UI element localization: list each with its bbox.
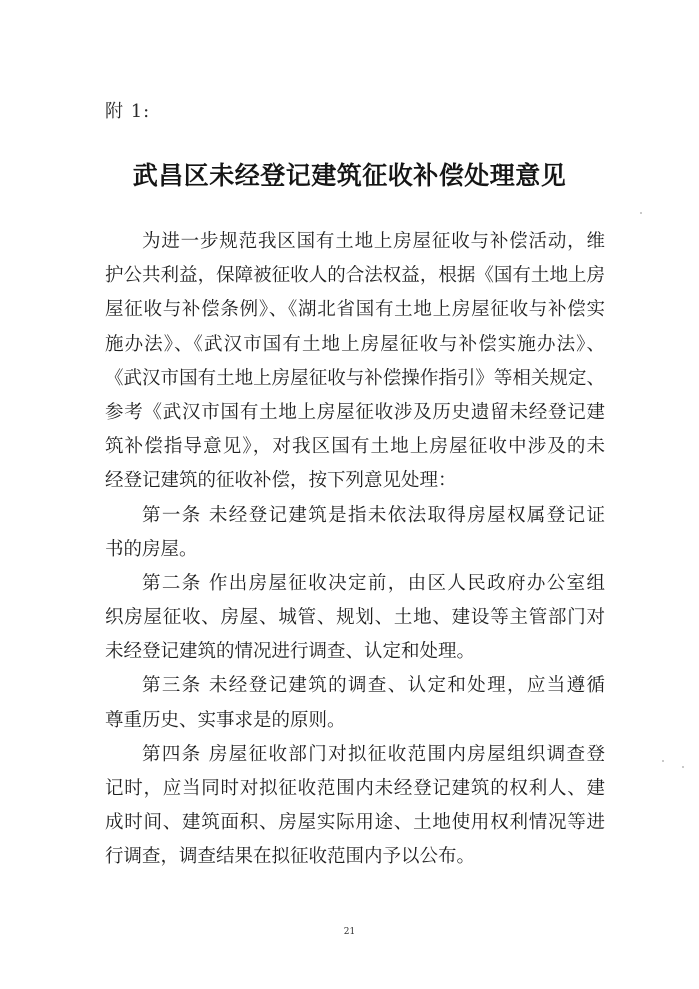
text-line: 《武汉市国有土地上房屋征收与补偿操作指引》等相关规定、 xyxy=(105,367,605,389)
paragraph-article-3 xyxy=(105,669,605,737)
text-line: 行调查，调查结果在拟征收范围内予以公布。 xyxy=(105,846,476,868)
document-body xyxy=(105,225,605,875)
document-title: 武昌区未经登记建筑征收补偿处理意见 xyxy=(132,161,567,190)
text-line: 尊重历史、实事求是的原则。 xyxy=(105,709,346,731)
scan-speck xyxy=(640,212,642,214)
scan-speck xyxy=(682,766,684,768)
text-line: 织房屋征收、房屋、城管、规划、土地、建设等主管部门对 xyxy=(105,607,605,629)
paragraph-article-2 xyxy=(105,567,605,670)
text-line: 参考《武汉市国有土地上房屋征收涉及历史遗留未经登记建 xyxy=(105,401,605,423)
attachment-label: 附 1: xyxy=(105,101,151,122)
text-line: 筑补偿指导意见》，对我区国有土地上房屋征收中涉及的未 xyxy=(105,436,605,458)
text-line: 成时间、建筑面积、房屋实际用途、土地使用权利情况等进 xyxy=(105,812,605,834)
text-line: 经登记建筑的征收补偿，按下列意见处理： xyxy=(105,470,457,492)
scan-speck xyxy=(662,760,664,762)
text-line: 未经登记建筑的情况进行调查、认定和处理。 xyxy=(105,641,476,663)
text-line: 护公共利益，保障被征收人的合法权益，根据《国有土地上房 xyxy=(105,265,605,287)
paragraph-article-1 xyxy=(105,499,605,567)
paragraph-intro xyxy=(105,225,605,499)
page-number: 21 xyxy=(343,927,356,937)
text-line: 施办法》、《武汉市国有土地上房屋征收与补偿实施办法》、 xyxy=(105,333,605,355)
text-line: 第三条 未经登记建筑的调查、认定和处理，应当遵循 xyxy=(142,675,605,697)
text-line: 为进一步规范我区国有土地上房屋征收与补偿活动，维 xyxy=(142,231,605,252)
text-line: 屋征收与补偿条例》、《湖北省国有土地上房屋征收与补偿实 xyxy=(105,299,605,321)
text-line: 书的房屋。 xyxy=(105,538,198,560)
paragraph-article-4 xyxy=(105,738,605,875)
text-line: 第二条 作出房屋征收决定前，由区人民政府办公室组 xyxy=(142,572,605,594)
text-line: 第一条 未经登记建筑是指未依法取得房屋权属登记证 xyxy=(142,504,605,526)
text-line: 第四条 房屋征收部门对拟征收范围内房屋组织调查登 xyxy=(142,743,605,765)
text-line: 记时，应当同时对拟征收范围内未经登记建筑的权利人、建 xyxy=(105,778,605,799)
